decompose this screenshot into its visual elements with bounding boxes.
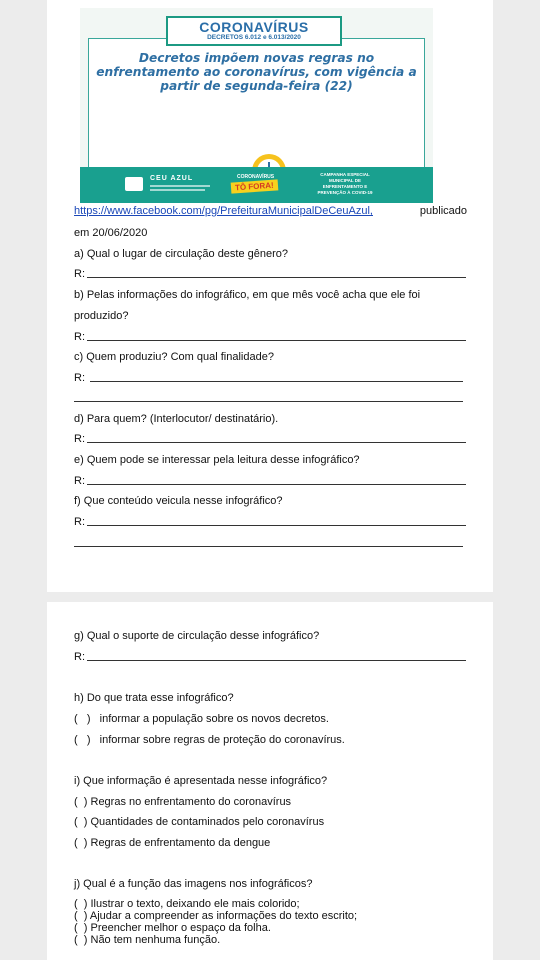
answer-line[interactable] bbox=[87, 660, 466, 661]
badge-caption: CORONAVÍRUS bbox=[237, 174, 275, 180]
option-j-3[interactable]: ( ) Preencher melhor o espaço da folha. bbox=[74, 922, 271, 934]
infographic-body bbox=[88, 38, 425, 171]
city-subtitle-line bbox=[150, 185, 210, 187]
source-line bbox=[74, 205, 467, 217]
question-e: e) Quem pode se interessar pela leitura desse infográfico? bbox=[74, 454, 360, 466]
question-j: j) Qual é a função das imagens nos infográficos? bbox=[74, 878, 313, 890]
question-h: h) Do que trata esse infográfico? bbox=[74, 692, 234, 704]
publish-date: em 20/06/2020 bbox=[74, 227, 148, 239]
option-j-1[interactable]: ( ) Ilustrar o texto, deixando ele mais colorido; bbox=[74, 898, 300, 910]
published-label: publicado bbox=[419, 205, 467, 217]
answer-line[interactable] bbox=[87, 484, 466, 485]
answer-line[interactable] bbox=[90, 381, 463, 382]
answer-line[interactable] bbox=[87, 442, 466, 443]
answer-line[interactable] bbox=[87, 525, 466, 526]
infographic-subtitle: DECRETOS 6.012 e 6.013/2020 bbox=[207, 34, 301, 41]
infographic-title: CORONAVÍRUS bbox=[199, 19, 309, 35]
option-h-2[interactable]: ( ) informar sobre regras de proteção do coronavírus. bbox=[74, 734, 345, 746]
city-logo-icon bbox=[125, 177, 143, 191]
answer-line[interactable] bbox=[87, 340, 466, 341]
option-j-2[interactable]: ( ) Ajudar a compreender as informações do texto escrito; bbox=[74, 910, 358, 922]
question-c: c) Quem produziu? Com qual finalidade? bbox=[74, 351, 274, 363]
question-i: i) Que informação é apresentada nesse infográfico? bbox=[74, 775, 328, 787]
answer-line[interactable] bbox=[74, 546, 463, 547]
question-a: a) Qual o lugar de circulação deste gênero? bbox=[74, 248, 289, 260]
answer-label: R: bbox=[74, 331, 85, 343]
question-d: d) Para quem? (Interlocutor/ destinatário). bbox=[74, 413, 279, 425]
city-subtitle-line bbox=[150, 189, 205, 191]
question-f: f) Que conteúdo veicula nesse infográfico? bbox=[74, 495, 283, 507]
campaign-badge: TÔ FORA! bbox=[231, 179, 278, 193]
campaign-text: CAMPANHA ESPECIAL MUNICIPAL DE ENFRENTAMENTO E PREVENÇÃO À COVID-19 bbox=[317, 172, 373, 195]
answer-line[interactable] bbox=[74, 401, 463, 402]
infographic-header bbox=[166, 16, 342, 46]
answer-label: R: bbox=[74, 433, 85, 445]
answer-label: R: bbox=[74, 651, 85, 663]
infographic-lead: Decretos impõem novas regras no enfrentamento ao coronavírus, com vigência a partir de segunda-feira (22) bbox=[96, 51, 417, 93]
question-b: b) Pelas informações do infográfico, em que mês você acha que ele foi bbox=[74, 289, 421, 301]
answer-label: R: bbox=[74, 268, 85, 280]
city-name: CEU AZUL bbox=[150, 175, 194, 182]
answer-line[interactable] bbox=[87, 277, 466, 278]
option-i-1[interactable]: ( ) Regras no enfrentamento do coronavírus bbox=[74, 796, 292, 808]
option-i-2[interactable]: ( ) Quantidades de contaminados pelo coronavírus bbox=[74, 816, 325, 828]
source-link[interactable]: https://www.facebook.com/pg/PrefeituraMunicipalDeCeuAzul, bbox=[74, 205, 373, 217]
question-b-cont: produzido? bbox=[74, 310, 129, 322]
question-g: g) Qual o suporte de circulação desse infográfico? bbox=[74, 630, 320, 642]
infographic-image bbox=[80, 8, 433, 203]
answer-label: R: bbox=[74, 372, 85, 384]
option-i-3[interactable]: ( ) Regras de enfrentamento da dengue bbox=[74, 837, 271, 849]
answer-label: R: bbox=[74, 475, 85, 487]
option-j-4[interactable]: ( ) Não tem nenhuma função. bbox=[74, 934, 221, 946]
option-h-1[interactable]: ( ) informar a população sobre os novos decretos. bbox=[74, 713, 329, 725]
answer-label: R: bbox=[74, 516, 85, 528]
infographic-footer bbox=[80, 167, 433, 203]
